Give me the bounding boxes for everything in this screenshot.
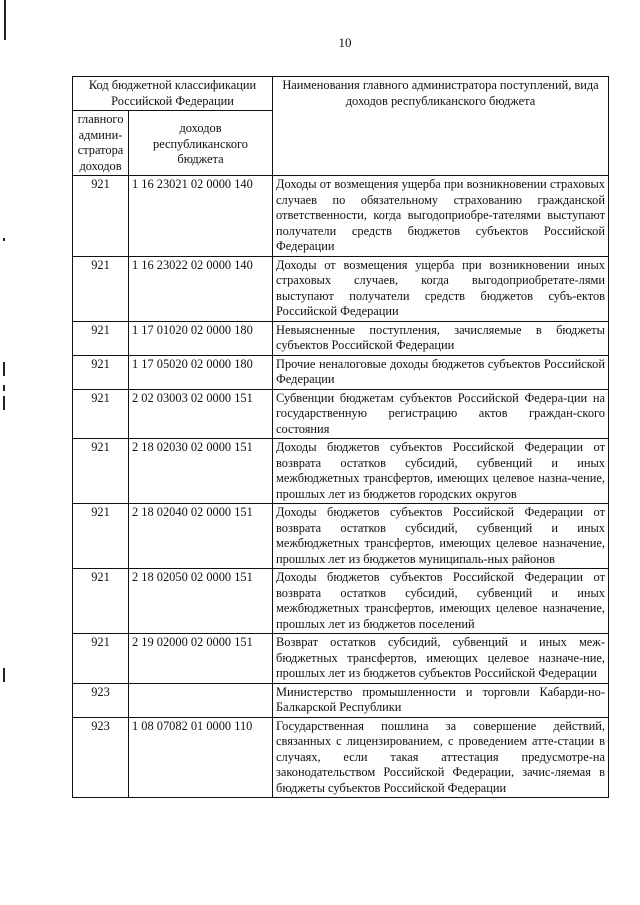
admin-code-cell: 921 <box>73 439 129 504</box>
table-row <box>73 683 609 717</box>
margin-mark <box>3 238 5 241</box>
admin-code-cell: 921 <box>73 355 129 389</box>
admin-code-cell: 921 <box>73 569 129 634</box>
income-name-cell: Прочие неналоговые доходы бюджетов субъектов Российской Федерации <box>273 355 609 389</box>
page-number: 10 <box>338 35 352 50</box>
income-code-cell: 2 02 03003 02 0000 151 <box>129 389 273 439</box>
income-code-cell: 1 16 23022 02 0000 140 <box>129 256 273 321</box>
income-name-cell: Доходы от возмещения ущерба при возникновении страховых случаев по обязательному страхованию гражданской ответственности, когда выгодоприобре-тателями выступают получатели средств бюджетов субъектов Российской Федерации <box>273 176 609 257</box>
header-income: доходов республиканского бюджета <box>129 111 273 176</box>
margin-mark <box>3 385 5 391</box>
admin-code-cell: 923 <box>73 683 129 717</box>
income-code-cell: 1 08 07082 01 0000 110 <box>129 717 273 798</box>
income-name-cell: Доходы бюджетов субъектов Российской Федерации от возврата остатков субсидий, субвенций и иных межбюджетных трансфертов, имеющих целевое назна-чение, прошлых лет из бюджетов городских округов <box>273 439 609 504</box>
income-code-cell: 2 18 02050 02 0000 151 <box>129 569 273 634</box>
income-name-cell: Доходы от возмещения ущерба при возникновении иных страховых случаев, когда выгодоприобретате-лями выступают получатели средств бюджетов субъ-ектов Российской Федерации <box>273 256 609 321</box>
table-row <box>73 439 609 504</box>
table-row <box>73 355 609 389</box>
table-body <box>73 176 609 798</box>
income-code-cell: 1 16 23021 02 0000 140 <box>129 176 273 257</box>
admin-code-cell: 921 <box>73 504 129 569</box>
table-row <box>73 321 609 355</box>
margin-mark <box>3 668 5 682</box>
income-code-cell: 1 17 01020 02 0000 180 <box>129 321 273 355</box>
admin-code-cell: 921 <box>73 634 129 684</box>
income-code-cell: 2 18 02030 02 0000 151 <box>129 439 273 504</box>
table-row <box>73 389 609 439</box>
income-code-cell: 2 19 02000 02 0000 151 <box>129 634 273 684</box>
table-row <box>73 634 609 684</box>
admin-code-cell: 921 <box>73 321 129 355</box>
admin-code-cell: 923 <box>73 717 129 798</box>
income-name-cell: Субвенции бюджетам субъектов Российской Федера-ции на государственную регистрацию актов граждан-ского состояния <box>273 389 609 439</box>
header-name: Наименования главного администратора поступлений, вида доходов республиканского бюджета <box>273 77 609 176</box>
table-row <box>73 256 609 321</box>
income-name-cell: Министерство промышленности и торговли Кабарди-но-Балкарской Республики <box>273 683 609 717</box>
income-name-cell: Доходы бюджетов субъектов Российской Федерации от возврата остатков субсидий, субвенций и иных межбюджетных трансфертов, имеющих целевое назначение, прошлых лет из бюджетов муниципаль-ных районов <box>273 504 609 569</box>
table-row <box>73 176 609 257</box>
table-header-row <box>73 77 609 111</box>
header-admin: главного админи-стратора доходов <box>73 111 129 176</box>
margin-mark <box>3 362 5 376</box>
margin-mark <box>3 396 5 410</box>
table-row <box>73 504 609 569</box>
income-name-cell: Государственная пошлина за совершение действий, связанных с лицензированием, с проведением атте-стации в случаях, если такая аттестация предусмотре-на законодательством Российской Федерации, зачис-ляемая в бюджеты субъектов Российской Федерации <box>273 717 609 798</box>
admin-code-cell: 921 <box>73 176 129 257</box>
income-name-cell: Доходы бюджетов субъектов Российской Федерации от возврата остатков субсидий, субвенций и иных межбюджетных трансфертов, имеющих целевое назначение, прошлых лет из бюджетов поселений <box>273 569 609 634</box>
income-name-cell: Невыясненные поступления, зачисляемые в бюджеты субъектов Российской Федерации <box>273 321 609 355</box>
margin-mark <box>4 0 6 40</box>
admin-code-cell: 921 <box>73 389 129 439</box>
header-code-group: Код бюджетной классификации Российской Федерации <box>73 77 273 111</box>
table-row <box>73 569 609 634</box>
budget-classification-table <box>72 76 609 798</box>
income-code-cell <box>129 683 273 717</box>
table-row <box>73 717 609 798</box>
income-code-cell: 1 17 05020 02 0000 180 <box>129 355 273 389</box>
income-code-cell: 2 18 02040 02 0000 151 <box>129 504 273 569</box>
admin-code-cell: 921 <box>73 256 129 321</box>
income-name-cell: Возврат остатков субсидий, субвенций и иных меж-бюджетных трансфертов, имеющих целевое назначе-ние, прошлых лет из бюджетов субъектов Российской Федерации <box>273 634 609 684</box>
